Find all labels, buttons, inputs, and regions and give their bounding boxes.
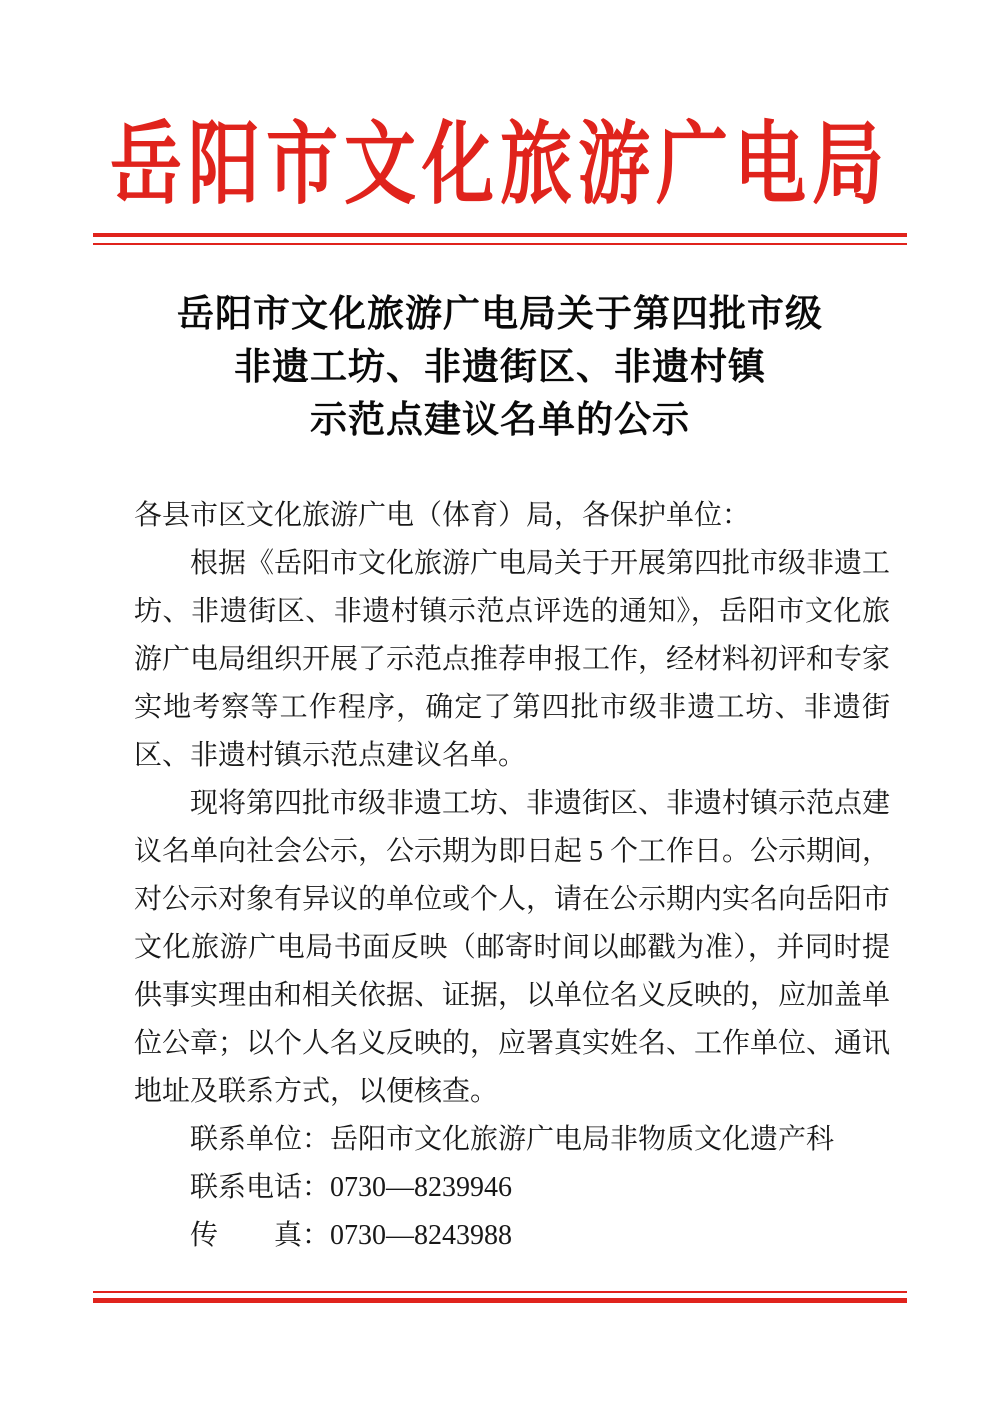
- contact-phone-line: [134, 1164, 890, 1212]
- contact-unit-label: 联系单位：: [190, 1124, 331, 1155]
- divider-thick-line: [93, 233, 907, 237]
- contact-fax-line: [134, 1212, 890, 1260]
- document-title-line-1: 岳阳市文化旅游广电局关于第四批市级: [177, 294, 823, 335]
- document-body: [134, 492, 890, 1260]
- contact-unit-value: 岳阳市文化旅游广电局非物质文化遗产科: [330, 1124, 835, 1155]
- contact-fax-value: 0730—8243988: [330, 1220, 513, 1251]
- salutation: 各县市区文化旅游广电（体育）局，各保护单位：: [134, 500, 751, 531]
- divider-thin-line: [93, 243, 907, 245]
- divider-thin-line: [93, 1291, 907, 1293]
- contact-phone-label: 联系电话：: [190, 1172, 331, 1203]
- footer-divider: [93, 1291, 907, 1303]
- contact-unit-line: [134, 1116, 890, 1164]
- letterhead-divider: [93, 233, 907, 245]
- document-title-line-3: 示范点建议名单的公示: [310, 400, 690, 441]
- document-title-line-2: 非遗工坊、非遗街区、非遗村镇: [234, 347, 766, 388]
- contact-fax-label: 传 真：: [190, 1220, 331, 1251]
- document-title: [0, 288, 1000, 447]
- divider-thick-line: [93, 1298, 907, 1303]
- paragraph-publicity: 现将第四批市级非遗工坊、非遗街区、非遗村镇示范点建议名单向社会公示，公示期为即日起 5 个工作日。公示期间，对公示对象有异议的单位或个人，请在公示期内实名向岳阳市文化旅游广电局书面反映（邮寄时间以邮戳为准），并同时提供事实理由和相关依据、证据，以单位名义反映的，应加盖单位公章；以个人名义反映的，应署真实姓名、工作单位、通讯地址及联系方式，以便核查。: [134, 788, 891, 1107]
- contact-phone-value: 0730—8239946: [330, 1172, 513, 1203]
- paragraph-basis: 根据《岳阳市文化旅游广电局关于开展第四批市级非遗工坊、非遗街区、非遗村镇示范点评选的通知》，岳阳市文化旅游广电局组织开展了示范点推荐申报工作，经材料初评和专家实地考察等工作程序，确定了第四批市级非遗工坊、非遗街区、非遗村镇示范点建议名单。: [134, 548, 891, 771]
- agency-letterhead: 岳阳市文化旅游广电局: [109, 115, 890, 215]
